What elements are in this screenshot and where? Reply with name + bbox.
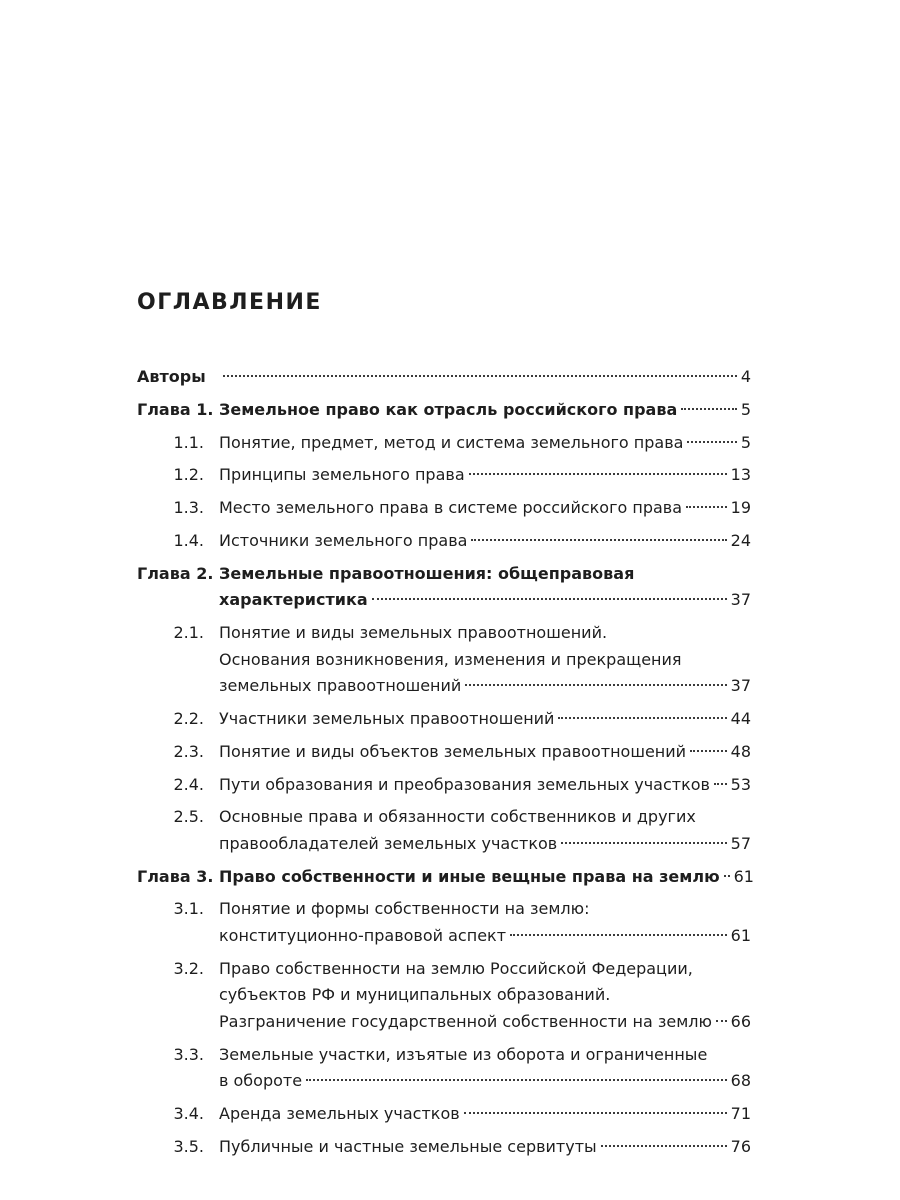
toc-page-number: 44: [730, 708, 751, 728]
toc-entry-title: земельных правоотношений: [219, 676, 462, 696]
toc-entry-title-line: [219, 1101, 751, 1127]
toc-entry-title-line: Земельные участки, изъятые из оборота и ограниченные: [219, 1044, 708, 1064]
toc-entry-number: 1.1.: [173, 432, 204, 452]
toc-entry-title-line: Основные права и обязанности собственников и других: [219, 807, 696, 827]
toc-entry-title-line: [219, 739, 751, 765]
toc-entry-title: Понятие и виды объектов земельных правоотношений: [219, 741, 687, 761]
dot-leader: [716, 1020, 727, 1022]
toc-entry-number: 3.4.: [173, 1103, 204, 1123]
toc-entry-number: 1.2.: [173, 465, 204, 485]
toc-entry-title-line: [219, 528, 751, 554]
toc-entry-title-line: [219, 1134, 751, 1160]
toc-entry-number: 2.5.: [173, 807, 204, 827]
toc-page-number: 57: [730, 833, 751, 853]
toc-page-number: 53: [730, 774, 751, 794]
dot-leader: [471, 539, 726, 541]
toc-entry-number: 2.3.: [173, 741, 204, 761]
toc-page-number: 19: [730, 498, 751, 518]
dot-leader: [372, 598, 727, 600]
dot-leader: [686, 506, 727, 508]
toc-entry-number: Глава 3.: [137, 866, 214, 886]
toc-entry-title-line: [219, 495, 751, 521]
toc-page-number: 4: [740, 367, 751, 386]
toc-entry-title-line: [219, 462, 751, 488]
toc-entry-title: в обороте: [219, 1071, 303, 1090]
toc-entry-title-line: [219, 587, 751, 613]
toc-entry-title: Понятие, предмет, метод и система земельного права: [219, 432, 684, 452]
toc-page-number: 5: [740, 432, 751, 452]
toc-entry-title-line: [219, 364, 751, 390]
toc-entry-title-line: [219, 864, 754, 890]
toc-entry-title-line: [219, 706, 751, 732]
toc-entry-number: Глава 2.: [137, 563, 214, 583]
toc-entry-title-line: [219, 772, 751, 798]
toc-entry-number: 2.1.: [173, 623, 204, 643]
toc-entry-title-line: [219, 430, 751, 456]
toc-page-number: 24: [730, 531, 751, 550]
toc-entry-number: 3.3.: [173, 1044, 204, 1064]
dot-leader: [558, 717, 726, 719]
dot-leader: [306, 1079, 727, 1081]
toc-entry-title-line: [219, 673, 751, 699]
dot-leader: [561, 842, 726, 844]
toc-entry-title-line: субъектов РФ и муниципальных образований.: [219, 985, 611, 1005]
toc-entry-number: Авторы: [137, 367, 206, 386]
toc-entry-title: Источники земельного права: [219, 531, 468, 550]
toc-heading: ОГЛАВЛЕНИЕ: [137, 290, 322, 315]
toc-entry-title: Место земельного права в системе российского права: [219, 498, 683, 518]
toc-entry-title: конституционно-правовой аспект: [219, 925, 507, 945]
toc-entry-number: 1.3.: [173, 498, 204, 518]
toc-entry-title-line: Понятие и формы собственности на землю:: [219, 899, 590, 919]
toc-entry-number: 3.5.: [173, 1136, 204, 1156]
toc-entry-number: Глава 1.: [137, 399, 214, 419]
toc-page-number: 76: [730, 1136, 751, 1156]
toc-entry-title: Земельное право как отрасль российского права: [219, 399, 678, 419]
dot-leader: [465, 684, 726, 686]
dot-leader: [714, 783, 727, 785]
toc-page-number: 66: [730, 1011, 751, 1031]
toc-entry-title-line: [219, 923, 751, 949]
toc-entry-title-line: Право собственности на землю Российской Федерации,: [219, 958, 693, 978]
dot-leader: [681, 408, 737, 410]
toc-entry-title: Принципы земельного права: [219, 465, 465, 485]
dot-leader: [510, 934, 727, 936]
toc-page-number: 13: [730, 465, 751, 485]
toc-entry-number: 1.4.: [173, 531, 204, 550]
toc-page-number: 48: [730, 741, 751, 761]
dot-leader: [223, 375, 737, 377]
toc-page-number: 37: [730, 590, 751, 610]
toc-page-number: 61: [733, 866, 754, 886]
toc-entry-title: характеристика: [219, 590, 368, 610]
toc-entry-title-line: [219, 1068, 751, 1094]
toc-entry-title: Участники земельных правоотношений: [219, 708, 555, 728]
dot-leader: [687, 441, 736, 443]
toc-page-number: 37: [730, 676, 751, 696]
toc-entry-title: Аренда земельных участков: [219, 1103, 460, 1123]
toc-entry-number: 3.2.: [173, 958, 204, 978]
toc-entry-title: Разграничение государственной собственности на землю: [219, 1011, 712, 1031]
toc-entry-title: правообладателей земельных участков: [219, 833, 558, 853]
toc-page-number: 68: [730, 1071, 751, 1090]
dot-leader: [724, 875, 730, 877]
toc-entry-title-line: Понятие и виды земельных правоотношений.: [219, 623, 608, 643]
toc-entry-title-line: Земельные правоотношения: общеправовая: [219, 563, 635, 583]
toc-entry-title-line: [219, 1009, 751, 1035]
dot-leader: [469, 473, 727, 475]
toc-page-number: 61: [730, 925, 751, 945]
toc-entry-number: 2.2.: [173, 708, 204, 728]
dot-leader: [601, 1145, 727, 1147]
toc-entry-number: 3.1.: [173, 899, 204, 919]
dot-leader: [690, 750, 727, 752]
toc-page-number: 5: [740, 399, 751, 419]
toc-entry-title-line: [219, 831, 751, 857]
dot-leader: [464, 1112, 727, 1114]
toc-page-number: 71: [730, 1103, 751, 1123]
toc-entry-title-line: Основания возникновения, изменения и прекращения: [219, 649, 682, 669]
toc-entry-title: Публичные и частные земельные сервитуты: [219, 1136, 597, 1156]
toc-entry-number: 2.4.: [173, 774, 204, 794]
toc-entry-title-line: [219, 397, 751, 423]
toc-entry-title: Пути образования и преобразования земельных участков: [219, 774, 710, 794]
toc-entry-title: Право собственности и иные вещные права на землю: [219, 866, 720, 886]
